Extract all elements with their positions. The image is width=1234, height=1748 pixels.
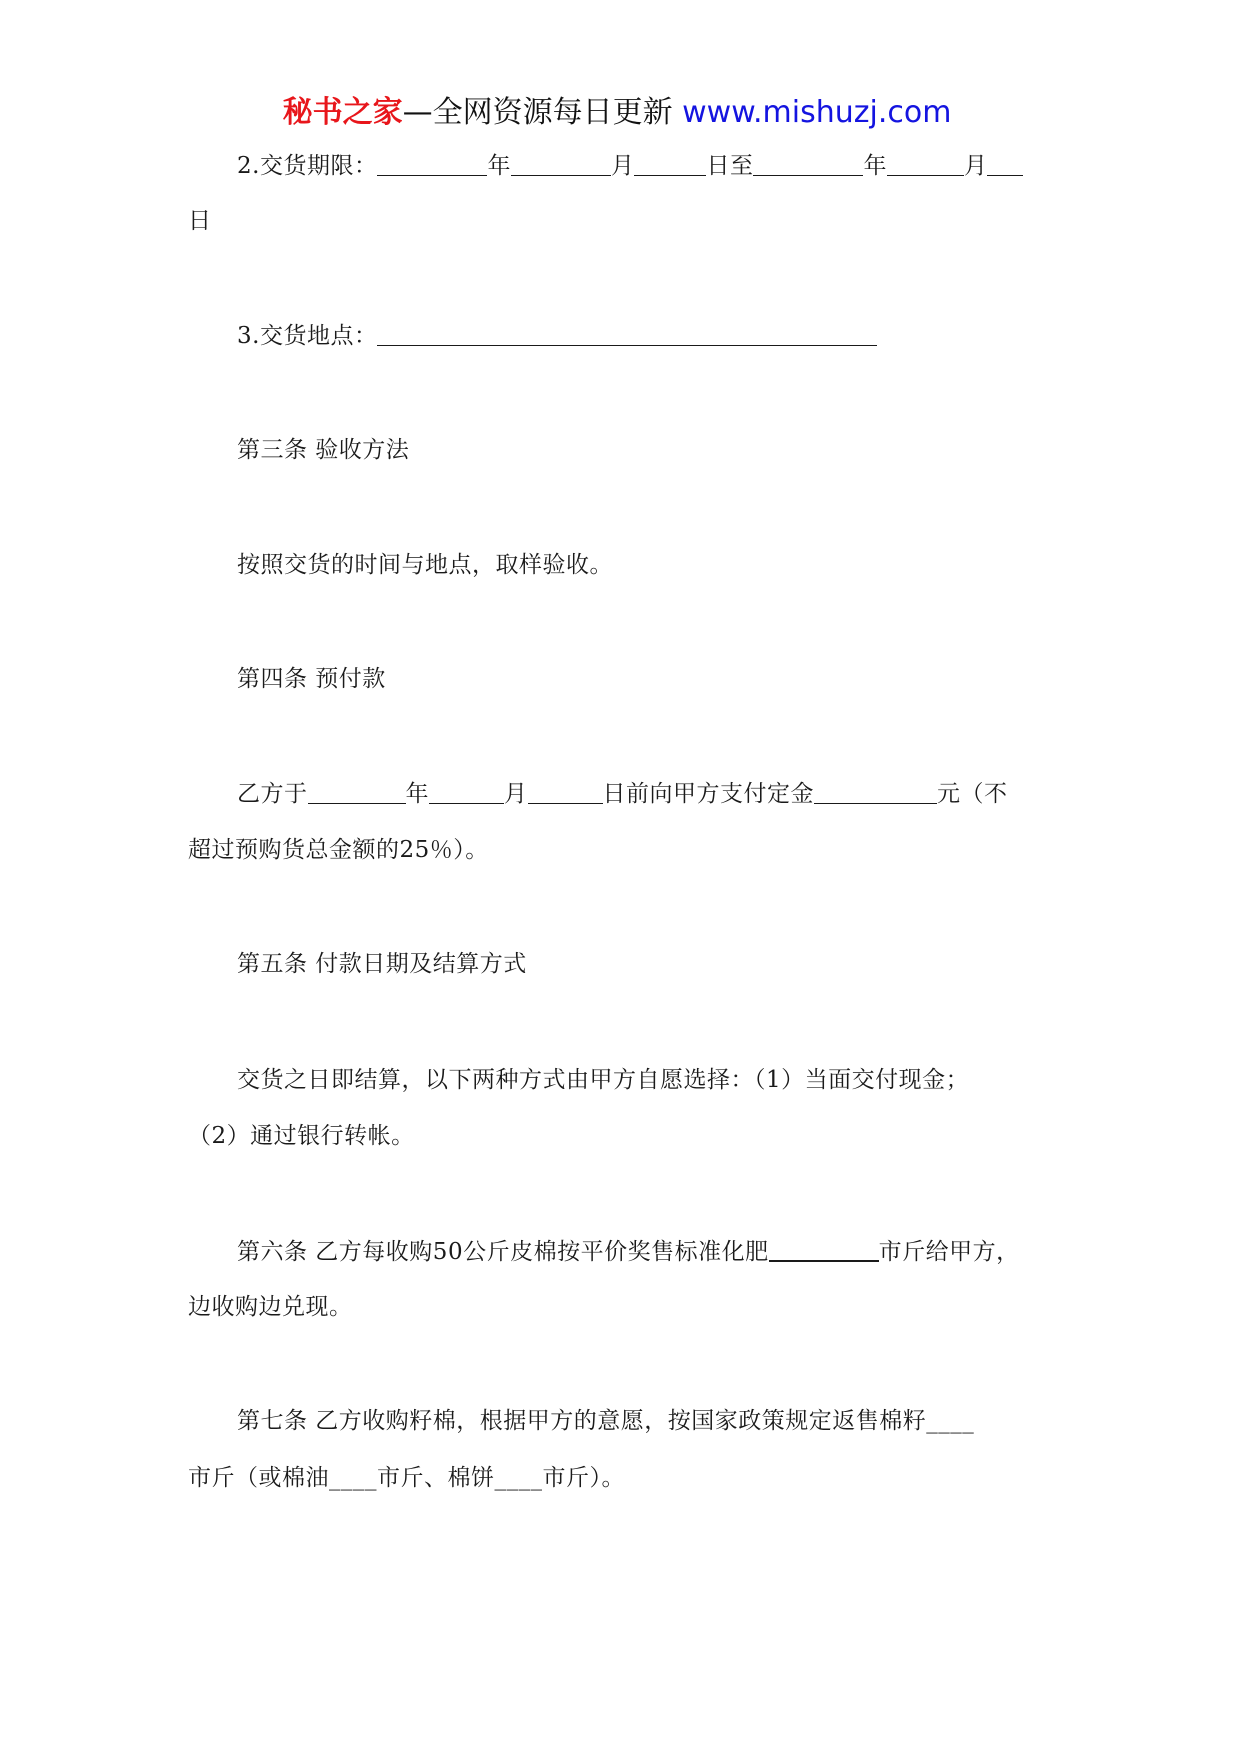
month-blank-1 — [511, 155, 611, 176]
header-url-link[interactable]: www.mishuzj.com — [682, 95, 952, 130]
article4-line1 — [237, 783, 1008, 806]
year-blank-2 — [753, 155, 863, 176]
article4-line2: 超过预购货总金额的25％）。 — [188, 837, 489, 863]
article5-body-line2: （2）通过银行转帐。 — [188, 1123, 415, 1149]
article7-line2: 市斤（或棉油____市斤、棉饼____市斤）。 — [188, 1465, 625, 1491]
delivery-period-day: 日 — [188, 208, 212, 234]
year-text-1: 年 — [487, 153, 511, 179]
deposit-year-blank — [308, 783, 406, 804]
article4-month: 月 — [504, 781, 528, 807]
article4-year: 年 — [405, 781, 429, 807]
delivery-period-line — [237, 155, 1023, 178]
article5-body-line1: 交货之日即结算，以下两种方式由甲方自愿选择：（1）当面交付现金； — [237, 1067, 970, 1093]
article6-line1 — [237, 1240, 1020, 1264]
site-header-banner — [0, 95, 1234, 130]
header-brand: 秘书之家 — [282, 95, 403, 130]
deposit-month-blank — [429, 783, 504, 804]
article7-line1: 第七条 乙方收购籽棉，根据甲方的意愿，按国家政策规定返售棉籽____ — [237, 1408, 975, 1434]
day-to-text: 日至 — [706, 153, 754, 179]
article6-text-before: 第六条 乙方每收购50公斤皮棉按平价奖售标准化肥 — [237, 1239, 769, 1265]
article4-party: 乙方于 — [237, 781, 308, 807]
article6-text-after: 市斤给甲方， — [878, 1239, 1020, 1265]
month-text-2: 月 — [963, 153, 988, 179]
deposit-day-blank — [528, 783, 603, 804]
article4-day-text: 日前向甲方支付定金 — [602, 781, 814, 807]
article6-line2: 边收购边兑现。 — [188, 1294, 353, 1320]
month-text-1: 月 — [610, 153, 635, 179]
day-blank-1 — [634, 155, 706, 176]
month-blank-2 — [887, 155, 964, 176]
article5-heading: 第五条 付款日期及结算方式 — [237, 951, 527, 977]
delivery-period-label: 2.交货期限： — [237, 153, 378, 179]
article4-heading: 第四条 预付款 — [237, 666, 386, 692]
delivery-place-label: 3.交货地点： — [237, 323, 378, 349]
article3-body: 按照交货的时间与地点，取样验收。 — [237, 552, 613, 578]
deposit-amount-blank — [814, 783, 937, 804]
year-text-2: 年 — [863, 153, 887, 179]
delivery-place-line — [237, 325, 877, 348]
day-blank-2 — [987, 155, 1023, 176]
header-tagline: —全网资源每日更新 — [402, 95, 673, 130]
article3-heading: 第三条 验收方法 — [237, 437, 410, 463]
fertilizer-amount-blank — [769, 1240, 879, 1262]
article4-yuan: 元（不 — [937, 781, 1008, 807]
year-blank-1 — [377, 155, 487, 176]
delivery-place-blank — [377, 325, 877, 346]
